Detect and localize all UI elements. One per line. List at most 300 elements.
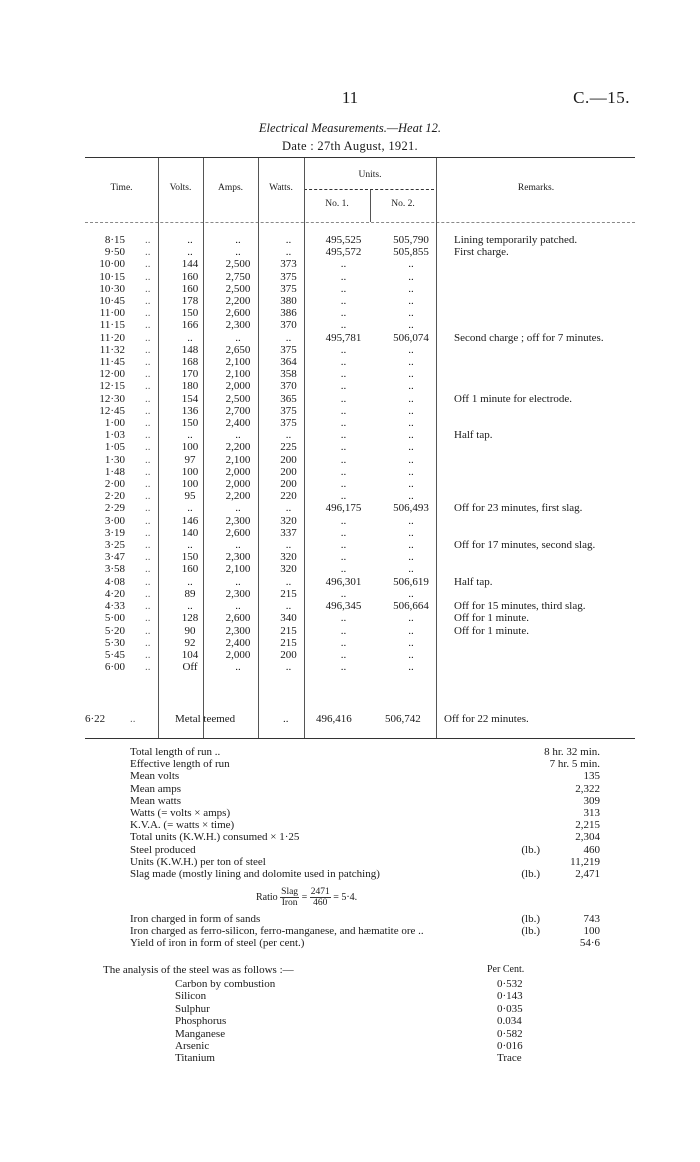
cell-units-no2: 506,074 xyxy=(393,331,429,344)
summary-label: K.V.A. (= watts × time) xyxy=(130,819,235,832)
cell-units-no2: .. xyxy=(408,551,414,564)
summary-label: Units (K.W.H.) per ton of steel xyxy=(130,855,266,868)
cell-units-no1: .. xyxy=(340,539,347,552)
table-row xyxy=(70,271,604,283)
summary-row xyxy=(130,856,600,868)
cell-volts: 100 xyxy=(181,478,199,491)
cell-time: 2·29 xyxy=(104,502,125,515)
cell-remarks xyxy=(446,405,604,417)
cell-units-no2: 505,790 xyxy=(393,234,429,246)
row-dots: .. xyxy=(145,295,151,308)
cell-volts: 160 xyxy=(181,270,199,283)
cell-time: 5·20 xyxy=(104,624,125,637)
analysis-block xyxy=(175,978,545,1065)
cell-watts: .. xyxy=(285,429,292,442)
analysis-percent: 0.034 xyxy=(497,1015,522,1028)
cell-time: 2·00 xyxy=(104,478,125,491)
cell-remarks xyxy=(446,356,604,368)
cell-amps: 2,750 xyxy=(225,270,251,283)
cell-time: 11·32 xyxy=(99,343,125,356)
cell-units-no2: .. xyxy=(408,392,414,405)
cell-remarks: First charge. xyxy=(454,246,509,259)
cell-time: 3·19 xyxy=(104,526,125,539)
cell-volts: .. xyxy=(187,429,193,442)
cell-remarks xyxy=(446,319,604,331)
table-row xyxy=(70,515,604,527)
cell-remarks xyxy=(446,478,604,490)
cell-units-no1: .. xyxy=(340,404,347,417)
analysis-row xyxy=(175,990,545,1002)
cell-remarks xyxy=(446,271,604,283)
cell-units-no2: 505,855 xyxy=(393,246,429,259)
cell-time: 4·08 xyxy=(104,575,125,588)
table-row xyxy=(70,307,604,319)
cell-time: 1·05 xyxy=(104,441,125,454)
table-row xyxy=(70,246,604,258)
cell-units-no2: .. xyxy=(408,270,414,283)
cell-amps: 2,300 xyxy=(225,587,251,600)
cell-amps: 2,500 xyxy=(225,282,251,295)
cell-amps: .. xyxy=(235,502,241,515)
cell-units-no2: .. xyxy=(408,356,414,369)
analysis-percent: 0·582 xyxy=(497,1027,523,1040)
ratio-numerator-word: Slag xyxy=(281,887,299,897)
cell-units-no1: .. xyxy=(340,490,347,503)
cell-units-no2: .. xyxy=(408,624,414,637)
cell-watts: 220 xyxy=(280,490,297,503)
cell-remarks xyxy=(446,515,604,527)
header-no2: No. 2. xyxy=(391,199,415,209)
table-row xyxy=(70,490,604,502)
summary-label: Steel produced xyxy=(130,843,196,856)
cell-volts: 97 xyxy=(184,453,196,466)
table-row xyxy=(70,649,604,661)
cell-time: 1·30 xyxy=(104,453,125,466)
cell-volts: 168 xyxy=(181,356,199,369)
analysis-percent: 0·016 xyxy=(497,1039,523,1052)
cell-time: 10·30 xyxy=(99,282,125,295)
row-dots: .. xyxy=(145,465,151,478)
cell-watts: 365 xyxy=(280,392,297,405)
row-dots: .. xyxy=(145,392,151,405)
cell-units-no2: 506,619 xyxy=(393,575,429,588)
summary-row xyxy=(130,783,600,795)
table-row xyxy=(70,319,604,331)
cell-amps: 2,300 xyxy=(225,551,251,564)
cell-units-no2: .. xyxy=(408,478,414,491)
cell-units-no2: .. xyxy=(408,368,414,381)
cell-units-no2: .. xyxy=(408,563,414,576)
cell-time: 4·33 xyxy=(104,600,125,613)
summary-row xyxy=(130,925,600,937)
cell-watts: 375 xyxy=(280,282,297,295)
summary-value: 309 xyxy=(583,794,600,807)
header-watts: Watts. xyxy=(269,183,293,193)
cell-volts: 144 xyxy=(181,258,199,271)
analysis-percent: 0·532 xyxy=(497,978,523,990)
cell-units-no1: .. xyxy=(340,368,347,381)
cell-watts: .. xyxy=(285,575,292,588)
cell-watts: 380 xyxy=(280,295,297,308)
slag-iron-ratio xyxy=(256,887,357,908)
cell-units-no2: .. xyxy=(408,453,414,466)
row-dots: .. xyxy=(145,502,151,515)
cell-time: 12·15 xyxy=(99,380,125,393)
cell-time: 10·15 xyxy=(99,270,125,283)
ratio-label: Ratio xyxy=(256,891,278,903)
summary-label: Total units (K.W.H.) consumed × 1·25 xyxy=(130,831,300,844)
cell-units-no2: .. xyxy=(408,514,414,527)
cell-units-no2: .. xyxy=(408,319,414,332)
cell-units-no2: 506,493 xyxy=(393,502,429,515)
table-row xyxy=(70,551,604,563)
cell-watts: .. xyxy=(285,331,292,344)
table-row xyxy=(70,478,604,490)
cell-volts: 146 xyxy=(181,514,199,527)
cell-amps: 2,500 xyxy=(225,392,251,405)
cell-remarks xyxy=(446,490,604,502)
cell-time: 10·00 xyxy=(99,258,125,271)
table-row xyxy=(70,539,604,551)
cell-volts: .. xyxy=(187,600,193,613)
document-reference: C.—15. xyxy=(573,88,630,107)
summary-label: Yield of iron in form of steel (per cent.) xyxy=(130,937,305,950)
analysis-row xyxy=(175,1040,545,1052)
cell-watts: 215 xyxy=(280,587,297,600)
row-dots: .. xyxy=(145,478,151,491)
cell-volts: 154 xyxy=(181,392,199,405)
table-row xyxy=(70,563,604,575)
cell-units-no1: 495,572 xyxy=(325,246,362,259)
cell-volts: 180 xyxy=(181,380,199,393)
cell-watts: 215 xyxy=(280,636,297,649)
cell-watts: 375 xyxy=(280,404,297,417)
cell-units-no2: .. xyxy=(408,380,414,393)
table-row xyxy=(70,576,604,588)
row-dots: .. xyxy=(145,661,151,674)
table-row xyxy=(70,356,604,368)
cell-watts: 225 xyxy=(280,441,297,454)
summary-value: 2,471 xyxy=(575,867,600,880)
ratio-denominator-word: Iron xyxy=(281,898,298,908)
cell-time: 1·03 xyxy=(104,429,125,442)
cell-amps: 2,400 xyxy=(225,417,251,430)
row-dots: .. xyxy=(145,587,151,600)
ratio-frac-values xyxy=(310,887,331,908)
table-row xyxy=(70,588,604,600)
table-row xyxy=(70,661,604,673)
cell-remarks: Off for 17 minutes, second slag. xyxy=(454,539,596,552)
table-row xyxy=(70,612,604,624)
cell-amps: 2,000 xyxy=(225,380,251,393)
summary-value: 54·6 xyxy=(579,937,600,950)
cell-units-no2: .. xyxy=(408,295,414,308)
cell-units-no1: 495,781 xyxy=(325,331,362,344)
cell-remarks: Off for 1 minute. xyxy=(454,612,529,625)
cell-remarks xyxy=(446,661,604,673)
table-row xyxy=(70,295,604,307)
cell-units-no1: 496,345 xyxy=(325,600,362,613)
cell-remarks: Lining temporarily patched. xyxy=(454,234,578,246)
cell-units-no1: .. xyxy=(340,295,347,308)
cell-amps: .. xyxy=(235,575,241,588)
cell-units-no2: .. xyxy=(408,661,414,674)
summary-unit: (lb.) xyxy=(521,913,540,925)
row-dots: .. xyxy=(145,417,151,430)
cell-remarks: Off for 23 minutes, first slag. xyxy=(454,502,583,515)
table-top-rule xyxy=(85,157,635,158)
cell-remarks xyxy=(446,466,604,478)
cell-remarks xyxy=(446,441,604,453)
final-time: 6·22 xyxy=(85,713,106,725)
cell-amps: 2,100 xyxy=(225,368,251,381)
summary-label: Mean volts xyxy=(130,770,180,783)
cell-amps: 2,600 xyxy=(225,526,251,539)
cell-time: 1·00 xyxy=(104,417,125,430)
cell-units-no1: .. xyxy=(340,624,347,637)
table-row xyxy=(70,344,604,356)
summary-row xyxy=(130,937,600,949)
summary-value: 8 hr. 32 min. xyxy=(544,746,600,758)
cell-units-no2: .. xyxy=(408,429,414,442)
cell-amps: 2,200 xyxy=(225,295,251,308)
summary-row xyxy=(130,795,600,807)
cell-remarks xyxy=(446,527,604,539)
cell-volts: 89 xyxy=(184,587,196,600)
table-row xyxy=(70,429,604,441)
table-row xyxy=(70,527,604,539)
cell-remarks: Off for 15 minutes, third slag. xyxy=(454,600,586,613)
units-sub-rule xyxy=(304,189,434,190)
summary-value: 11,219 xyxy=(570,855,600,868)
cell-amps: 2,700 xyxy=(225,404,251,417)
cell-time: 12·00 xyxy=(99,368,125,381)
summary-row xyxy=(130,746,600,758)
final-no1: 496,416 xyxy=(316,713,352,725)
summary-row xyxy=(130,831,600,843)
analysis-row xyxy=(175,1052,545,1064)
final-metal-teemed: Metal teemed xyxy=(175,713,236,725)
summary-value: 100 xyxy=(583,925,600,938)
final-no2: 506,742 xyxy=(385,713,421,725)
section-date: Date : 27th August, 1921. xyxy=(282,139,418,153)
summary-label: Slag made (mostly lining and dolomite used in patching) xyxy=(130,867,380,880)
cell-time: 11·15 xyxy=(99,319,125,332)
cell-units-no1: .. xyxy=(340,258,347,271)
cell-time: 3·47 xyxy=(104,551,125,564)
cell-volts: 166 xyxy=(181,319,199,332)
table-row xyxy=(70,368,604,380)
table-bottom-rule xyxy=(85,738,635,739)
table-row xyxy=(70,332,604,344)
cell-amps: 2,600 xyxy=(225,307,251,320)
table-row xyxy=(70,466,604,478)
cell-units-no1: .. xyxy=(340,417,347,430)
cell-watts: 200 xyxy=(280,453,297,466)
section-title: Electrical Measurements.—Heat 12. xyxy=(258,121,442,135)
row-dots: .. xyxy=(145,270,151,283)
row-dots: .. xyxy=(145,563,151,576)
cell-units-no2: 506,664 xyxy=(393,600,429,613)
cell-amps: .. xyxy=(235,600,241,613)
cell-time: 6·00 xyxy=(104,661,125,674)
ratio-denominator-value: 460 xyxy=(313,898,328,908)
row-dots: .. xyxy=(145,575,151,588)
ratio-numerator-value: 2471 xyxy=(310,887,330,897)
cell-units-no1: .. xyxy=(340,441,347,454)
summary-label: Iron charged as ferro-silicon, ferro-manganese, and hæmatite ore .. xyxy=(130,925,424,938)
cell-remarks xyxy=(446,454,604,466)
cell-remarks xyxy=(446,344,604,356)
cell-units-no2: .. xyxy=(408,343,414,356)
table-row xyxy=(70,625,604,637)
cell-watts: 386 xyxy=(280,307,297,320)
row-dots: .. xyxy=(145,648,151,661)
ratio-equals: = xyxy=(301,891,308,903)
cell-remarks: Off 1 minute for electrode. xyxy=(454,392,573,405)
cell-remarks xyxy=(446,563,604,575)
cell-time: 5·00 xyxy=(104,612,125,625)
cell-units-no1: .. xyxy=(340,563,347,576)
cell-volts: 178 xyxy=(181,295,199,308)
cell-units-no1: 496,301 xyxy=(325,575,362,588)
cell-volts: .. xyxy=(187,246,193,259)
row-dots: .. xyxy=(145,356,151,369)
row-dots: .. xyxy=(145,526,151,539)
summary-row xyxy=(130,844,600,856)
cell-time: 1·48 xyxy=(104,465,125,478)
analysis-element: Titanium xyxy=(175,1052,215,1065)
row-dots: .. xyxy=(145,612,151,625)
summary-row xyxy=(130,819,600,831)
cell-remarks: Half tap. xyxy=(454,429,493,442)
summary-row xyxy=(130,913,600,925)
table-row xyxy=(70,417,604,429)
row-dots: .. xyxy=(145,331,151,344)
table-row xyxy=(70,405,604,417)
analysis-element: Carbon by combustion xyxy=(175,978,276,990)
cell-time: 3·58 xyxy=(104,563,125,576)
cell-units-no2: .. xyxy=(408,612,414,625)
cell-units-no2: .. xyxy=(408,587,414,600)
cell-watts: 370 xyxy=(280,319,297,332)
cell-units-no2: .. xyxy=(408,636,414,649)
cell-units-no1: .. xyxy=(340,636,347,649)
cell-volts: Off xyxy=(182,661,198,674)
cell-time: 5·30 xyxy=(104,636,125,649)
cell-amps: 2,000 xyxy=(225,465,251,478)
cell-amps: 2,100 xyxy=(225,356,251,369)
cell-units-no2: .. xyxy=(408,441,414,454)
analysis-element: Arsenic xyxy=(175,1039,210,1052)
page-number: 11 xyxy=(341,88,359,107)
cell-watts: 358 xyxy=(280,368,297,381)
row-dots: .. xyxy=(145,551,151,564)
cell-amps: .. xyxy=(235,246,241,259)
analysis-intro: The analysis of the steel was as follows :— xyxy=(103,964,294,976)
cell-time: 11·20 xyxy=(99,331,125,344)
cell-units-no1: .. xyxy=(340,453,347,466)
cell-volts: 170 xyxy=(181,368,199,381)
header-amps: Amps. xyxy=(217,183,244,193)
row-dots: .. xyxy=(145,600,151,613)
cell-time: 4·20 xyxy=(104,587,125,600)
cell-units-no1: .. xyxy=(340,343,347,356)
cell-time: 3·00 xyxy=(104,514,125,527)
cell-time: 10·45 xyxy=(99,295,125,308)
ratio-result: = 5·4. xyxy=(333,891,358,903)
summary-label: Mean watts xyxy=(130,794,182,807)
analysis-row xyxy=(175,978,545,990)
analysis-element: Phosphorus xyxy=(175,1015,227,1028)
cell-time: 12·45 xyxy=(99,404,125,417)
cell-watts: .. xyxy=(285,600,292,613)
cell-amps: 2,100 xyxy=(225,563,251,576)
cell-watts: 215 xyxy=(280,624,297,637)
cell-volts: 148 xyxy=(181,343,199,356)
row-dots: .. xyxy=(145,514,151,527)
cell-remarks xyxy=(446,649,604,661)
cell-amps: 2,400 xyxy=(225,636,251,649)
cell-volts: 128 xyxy=(181,612,199,625)
cell-volts: .. xyxy=(187,502,193,515)
cell-amps: 2,650 xyxy=(225,343,251,356)
cell-watts: 375 xyxy=(280,343,297,356)
cell-volts: 100 xyxy=(181,465,199,478)
cell-remarks xyxy=(446,283,604,295)
cell-volts: 100 xyxy=(181,441,199,454)
row-dots: .. xyxy=(145,539,151,552)
cell-watts: 320 xyxy=(280,514,297,527)
cell-units-no1: .. xyxy=(340,270,347,283)
cell-volts: 150 xyxy=(181,417,199,430)
cell-remarks xyxy=(446,258,604,270)
row-dots: .. xyxy=(145,453,151,466)
summary-row xyxy=(130,807,600,819)
table-row xyxy=(70,380,604,392)
cell-amps: 2,300 xyxy=(225,514,251,527)
cell-volts: 136 xyxy=(181,404,199,417)
summary-value: 2,322 xyxy=(575,782,600,795)
summary-block-2 xyxy=(130,913,600,950)
cell-units-no1: .. xyxy=(340,319,347,332)
summary-row xyxy=(130,758,600,770)
cell-units-no1: 496,175 xyxy=(325,502,362,515)
cell-amps: 2,300 xyxy=(225,624,251,637)
cell-amps: 2,600 xyxy=(225,612,251,625)
header-volts: Volts. xyxy=(169,183,192,193)
cell-units-no1: .. xyxy=(340,514,347,527)
cell-units-no1: .. xyxy=(340,392,347,405)
analysis-percent: 0·143 xyxy=(497,990,523,1003)
cell-watts: 375 xyxy=(280,417,297,430)
cell-watts: 340 xyxy=(280,612,297,625)
row-dots: .. xyxy=(145,624,151,637)
cell-amps: 2,000 xyxy=(225,648,251,661)
analysis-percent: Trace xyxy=(497,1052,522,1065)
cell-units-no1: 495,525 xyxy=(325,234,362,246)
table-row xyxy=(70,283,604,295)
ratio-frac-words xyxy=(280,887,299,908)
summary-label: Iron charged in form of sands xyxy=(130,913,261,925)
row-dots: .. xyxy=(145,404,151,417)
final-row xyxy=(70,712,670,726)
analysis-row xyxy=(175,1003,545,1015)
row-dots: .. xyxy=(145,258,151,271)
summary-value: 135 xyxy=(583,770,600,783)
cell-units-no2: .. xyxy=(408,539,414,552)
summary-label: Watts (= volts × amps) xyxy=(130,806,231,819)
